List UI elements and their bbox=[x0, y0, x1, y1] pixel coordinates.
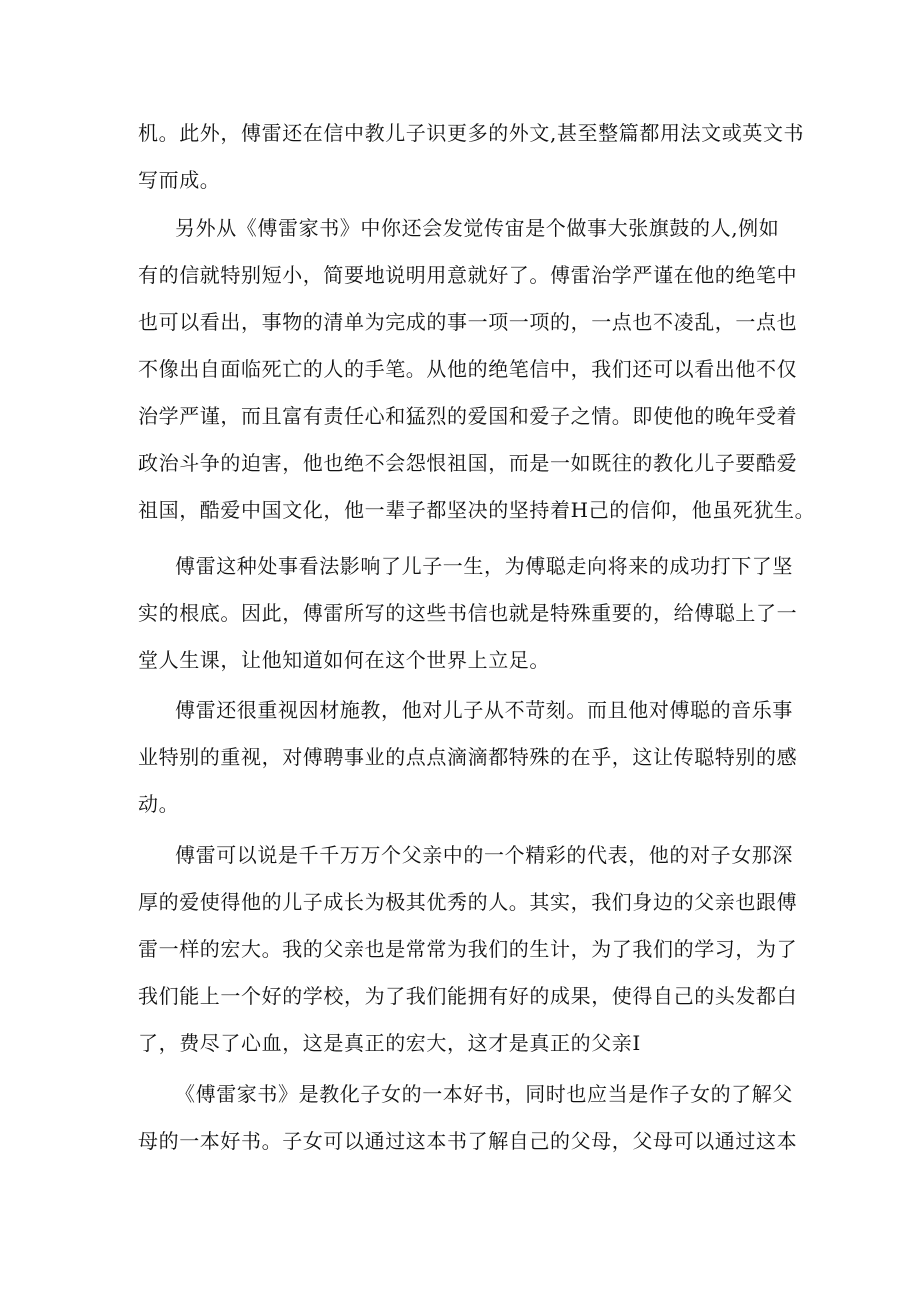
text-line: 傅雷还很重视因材施教，他对儿子从不苛刻。而且他对傅聪的音乐事 bbox=[175, 698, 793, 722]
text-line: 祖国，酷爱中国文化，他一辈子都坚决的坚持着H己的信仰，他虽死犹生。 bbox=[138, 498, 816, 522]
text-line: 政治斗争的迫害，他也绝不会怨恨祖国，而是一如既往的教化儿子要酷爱 bbox=[138, 451, 798, 475]
paragraph-1 bbox=[138, 110, 805, 204]
text-line: 动。 bbox=[138, 792, 180, 816]
text-line: 傅雷这种处事看法影响了儿子一生，为傅聪走向将来的成功打下了坚 bbox=[175, 554, 793, 578]
text-line: 业特别的重视，对傅聘事业的点点滴滴都特殊的在乎，这让传聪特别的感 bbox=[138, 745, 798, 769]
text-line: 厚的爱使得他的儿子成长为极其优秀的人。其实，我们身边的父亲也跟傅 bbox=[138, 890, 798, 914]
text-line: 实的根底。因此，傅雷所写的这些书信也就是特殊重要的，给傅聪上了一 bbox=[138, 601, 798, 625]
text-line: 我们能上一个好的学校，为了我们能拥有好的成果，使得自己的头发都白 bbox=[138, 984, 798, 1008]
text-line: 机。此外，傅雷还在信中教儿子识更多的外文,甚至整篇都用法文或英文书 bbox=[138, 121, 805, 145]
paragraph-6 bbox=[138, 1071, 798, 1165]
text-line: 写而成。 bbox=[138, 168, 221, 192]
text-line: 了，费尽了心血，这是真正的宏大，这才是真正的父亲I bbox=[138, 1031, 641, 1055]
paragraph-4 bbox=[138, 687, 798, 828]
paragraph-3 bbox=[138, 543, 798, 684]
text-line: 堂人生课，让他知道如何在这个世界上立足。 bbox=[138, 648, 550, 672]
text-line: 傅雷可以说是千千万万个父亲中的一个精彩的代表，他的对子女那深 bbox=[175, 843, 793, 867]
text-line: 母的一本好书。子女可以通过这本书了解自己的父母，父母可以通过这本 bbox=[138, 1129, 798, 1153]
text-line: 《傅雷家书》是教化子女的一本好书，同时也应当是作子女的了解父 bbox=[175, 1082, 793, 1106]
text-line: 治学严谨，而且富有责任心和猛烈的爱国和爱子之情。即使他的晚年受着 bbox=[138, 404, 798, 428]
text-line: 另外从《傅雷家书》中你还会发觉传宙是个做事大张旗鼓的人,例如 bbox=[175, 216, 780, 240]
paragraph-5 bbox=[138, 832, 798, 1067]
text-line: 雷一样的宏大。我的父亲也是常常为我们的生计，为了我们的学习，为了 bbox=[138, 937, 798, 961]
text-line: 有的信就特别短小，简要地说明用意就好了。傅雷治学严谨在他的绝笔中 bbox=[138, 263, 798, 287]
paragraph-2 bbox=[138, 205, 816, 534]
text-line: 不像出自面临死亡的人的手笔。从他的绝笔信中，我们还可以看出他不仅 bbox=[138, 357, 798, 381]
text-line: 也可以看出，事物的清单为完成的事一项一项的，一点也不凌乱，一点也 bbox=[138, 310, 798, 334]
